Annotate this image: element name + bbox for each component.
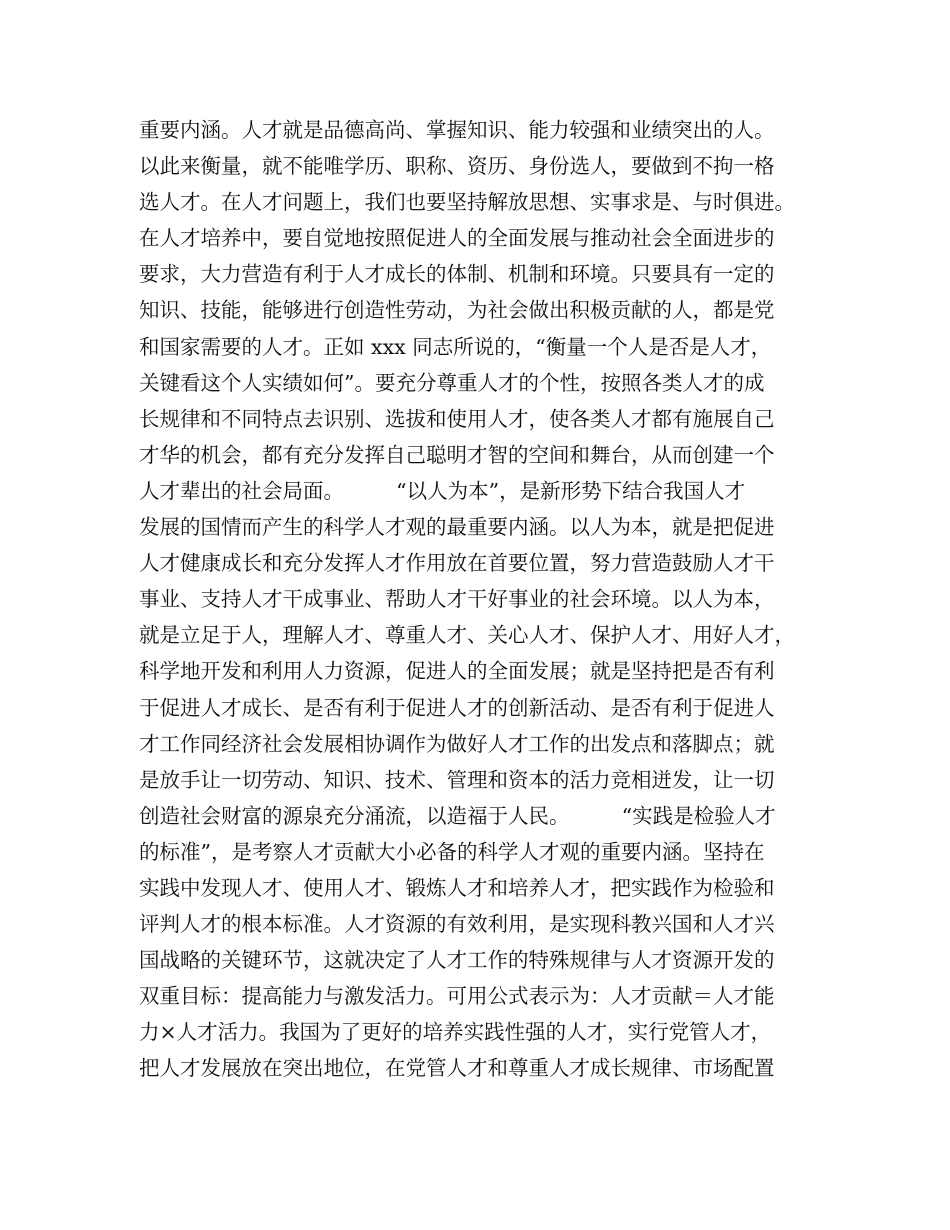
text-line: 发展的国情而产生的科学人才观的最重要内涵。以人为本，就是把促进 <box>139 515 775 540</box>
text-line: 的标准”，是考察人才贡献大小必备的科学人才观的重要内涵。坚持在 <box>139 839 765 864</box>
text-line: 重要内涵。人才就是品德高尚、掌握知识、能力较强和业绩突出的人。 <box>139 118 775 142</box>
text-line: 长规律和不同特点去识别、选拔和使用人才，使各类人才都有施展自己 <box>139 406 775 431</box>
text-line: 才华的机会，都有充分发挥自己聪明才智的空间和舞台，从而创建一个 <box>139 442 775 467</box>
body-text <box>139 112 839 1087</box>
text-line: 人才辈出的社会局面。 “以人为本”，是新形势下结合我国人才 <box>139 478 746 503</box>
text-line: 人才健康成长和充分发挥人才作用放在首要位置，努力营造鼓励人才干 <box>139 551 775 576</box>
text-line: 把人才发展放在突出地位，在党管人才和尊重人才成长规律、市场配置 <box>139 1056 775 1081</box>
text-line: 实践中发现人才、使用人才、锻炼人才和培养人才，把实践作为检验和 <box>139 875 775 900</box>
text-line: 于促进人才成长、是否有利于促进人才的创新活动、是否有利于促进人 <box>139 695 775 720</box>
text-line: 评判人才的根本标准。人才资源的有效利用，是实现科教兴国和人才兴 <box>139 912 775 937</box>
text-line: 选人才。在人才问题上，我们也要坚持解放思想、实事求是、与时俱进。 <box>139 190 795 215</box>
text-line: 事业、支持人才干成事业、帮助人才干好事业的社会环境。以人为本， <box>139 587 775 612</box>
text-line: 要求，大力营造有利于人才成长的体制、机制和环境。只要具有一定的 <box>139 262 775 287</box>
text-line: 以此来衡量，就不能唯学历、职称、资历、身份选人，要做到不拘一格 <box>139 154 775 179</box>
text-line: 就是立足于人，理解人才、尊重人才、关心人才、保护人才、用好人才， <box>139 623 795 648</box>
text-line: 双重目标：提高能力与激发活力。可用公式表示为：人才贡献＝人才能 <box>139 984 775 1009</box>
text-line: 才工作同经济社会发展相协调作为做好人才工作的出发点和落脚点；就 <box>139 731 775 756</box>
text-line: 和国家需要的人才。正如 xxx 同志所说的，“衡量一个人是否是人才， <box>139 334 772 359</box>
text-line: 科学地开发和利用人力资源，促进人的全面发展；就是坚持把是否有利 <box>139 659 775 684</box>
text-line: 是放手让一切劳动、知识、技术、管理和资本的活力竞相迸发，让一切 <box>139 767 775 792</box>
text-line: 在人才培养中，要自觉地按照促进人的全面发展与推动社会全面进步的 <box>139 226 775 251</box>
text-line: 国战略的关键环节，这就决定了人才工作的特殊规律与人才资源开发的 <box>139 948 775 973</box>
text-line: 知识、技能，能够进行创造性劳动，为社会做出积极贡献的人，都是党 <box>139 298 775 323</box>
text-line: 创造社会财富的源泉充分涌流，以造福于人民。 “实践是检验人才 <box>139 803 776 828</box>
text-line: 力×人才活力。我国为了更好的培养实践性强的人才，实行党管人才， <box>139 1020 772 1045</box>
text-line: 关键看这个人实绩如何”。要充分尊重人才的个性，按照各类人才的成 <box>139 370 765 395</box>
